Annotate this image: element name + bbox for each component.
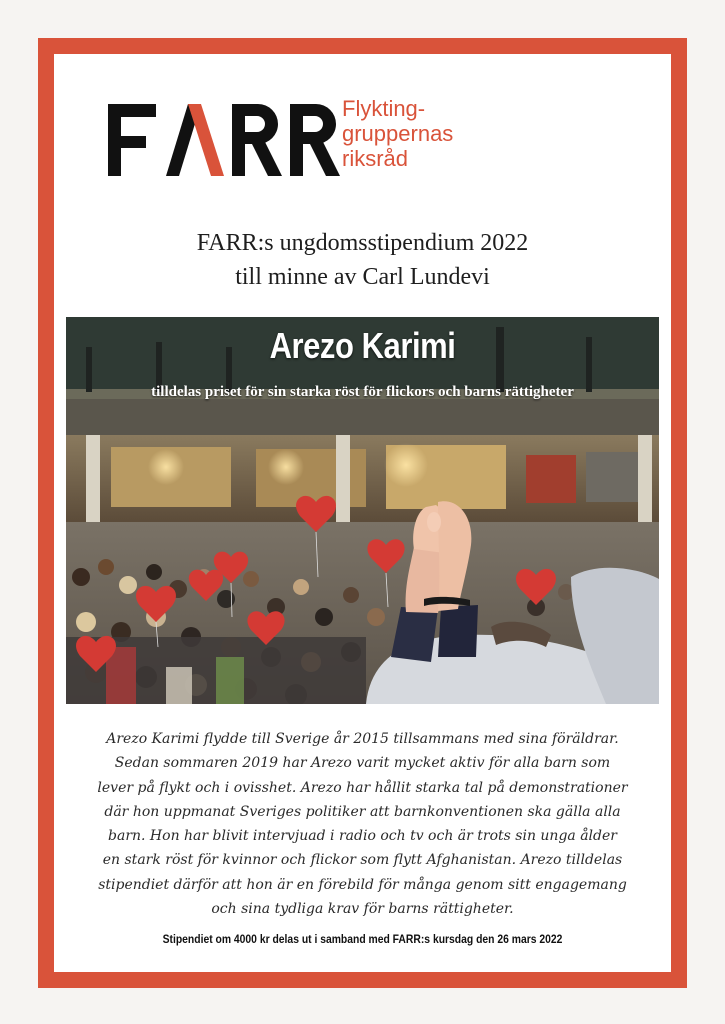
award-heading — [54, 226, 671, 294]
description-line: och sina tydliga krav för barns rättigheter. — [211, 901, 514, 918]
description-line: en stark röst för kvinnor och flickor som flytt Afghanistan. Arezo tilldelas — [102, 852, 623, 869]
recipient-name: Arezo Karimi — [269, 325, 456, 366]
description-line: stipendiet därför att hon är en förebild för många genom sitt engagemang — [98, 876, 627, 893]
heading-line: till minne av Carl Lundevi — [235, 264, 490, 290]
award-reason: tilldelas priset för sin starka röst för flickors och barns rättigheter — [151, 384, 574, 400]
description-line: där hon uppmanat Sveriges politiker att barnkonventionen ska gälla alla — [104, 803, 621, 820]
description-line: Sedan sommaren 2019 har Arezo varit mycket aktiv för alla barn som — [114, 755, 611, 772]
description-line: lever på flykt och i ovisshet. Arezo har hållit starka tal på demonstrationer — [97, 779, 628, 796]
description-line: Arezo Karimi flydde till Sverige år 2015 tillsammans med sina föräldrar. — [106, 731, 619, 747]
tagline-line: riksråd — [342, 146, 409, 171]
certificate-content — [54, 54, 671, 972]
demonstration-photo — [66, 317, 659, 704]
tagline-line: gruppernas — [342, 121, 454, 146]
logo-tagline — [342, 96, 542, 171]
tagline-line: Flykting- — [342, 96, 426, 121]
heading-line: FARR:s ungdomsstipendium 2022 — [196, 230, 529, 256]
description-line: barn. Hon har blivit intervjuad i radio och tv och är trots sin unga ålder — [108, 828, 617, 845]
stipend-footnote: Stipendiet om 4000 kr delas ut i samband med FARR:s kursdag den 26 mars 2022 — [162, 934, 563, 946]
description-paragraph — [82, 727, 643, 921]
crowd-scene-illustration — [66, 317, 659, 704]
